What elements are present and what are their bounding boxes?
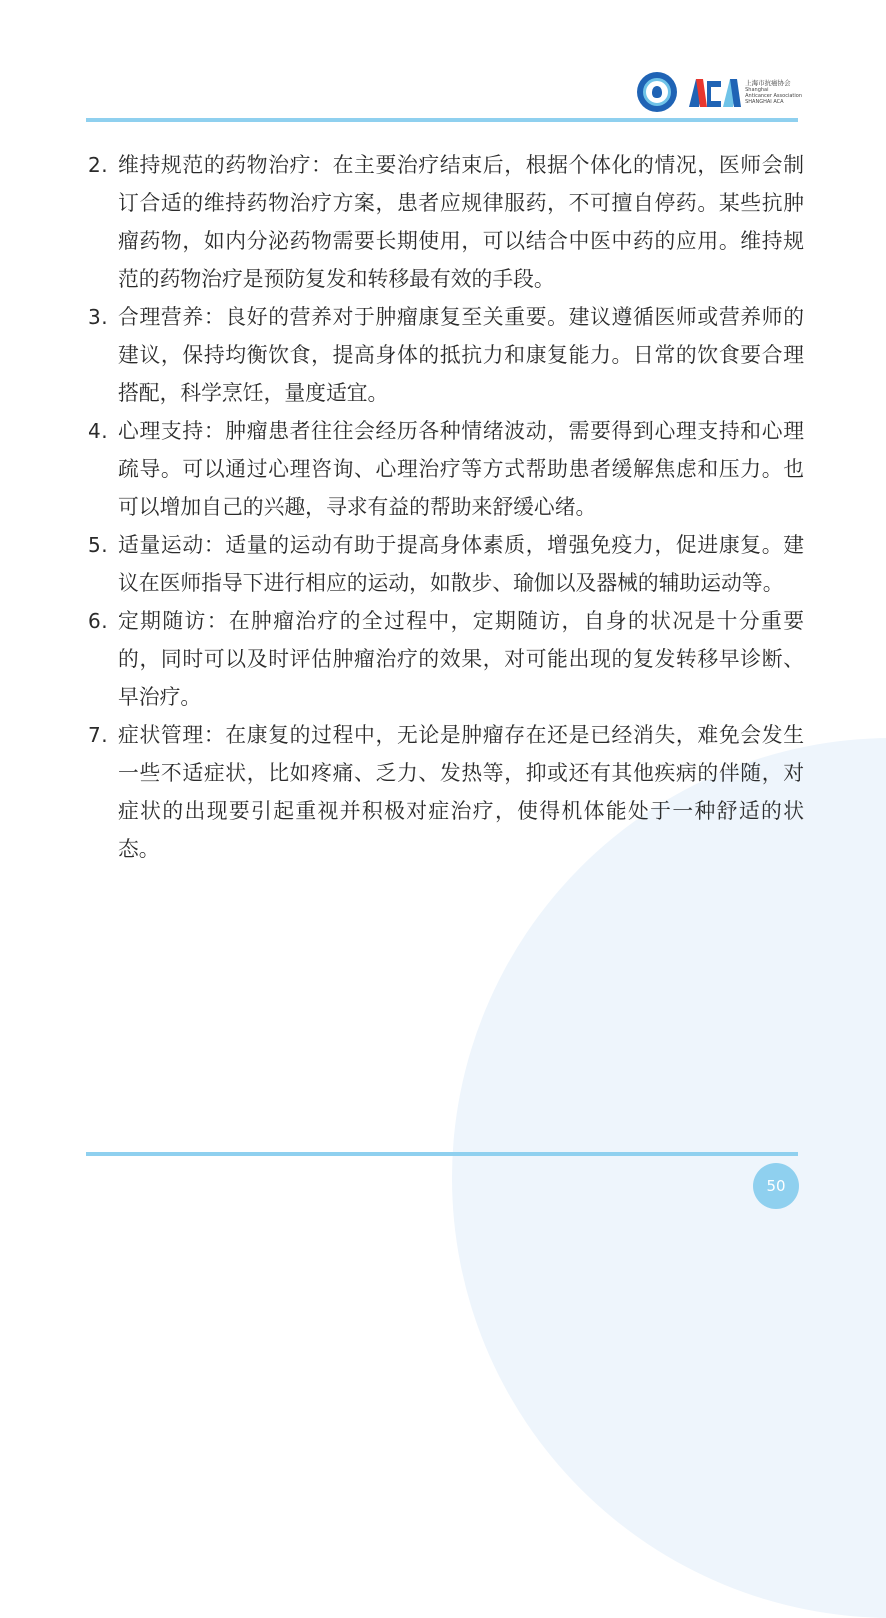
page-number: 50 <box>753 1163 799 1209</box>
list-item-number: 3. <box>88 305 109 329</box>
list-item-text: 合理营养：良好的营养对于肿瘤康复至关重要。建议遵循医师或营养师的建议，保持均衡饮食，提高身体的抵抗力和康复能力。日常的饮食要合理搭配，科学烹饪，量度适宜。 <box>118 305 804 405</box>
aca-logo <box>687 77 802 107</box>
list-item-number: 7. <box>88 723 109 747</box>
list-item <box>88 298 804 412</box>
association-name-en-1: Shanghai <box>745 86 769 93</box>
list-item-number: 5. <box>88 533 109 557</box>
header-logos <box>637 72 802 112</box>
footer-divider <box>86 1152 798 1156</box>
list-item-text: 心理支持：肿瘤患者往往会经历各种情绪波动，需要得到心理支持和心理疏导。可以通过心理咨询、心理治疗等方式帮助患者缓解焦虑和压力。也可以增加自己的兴趣，寻求有益的帮助来舒缓心绪。 <box>118 419 804 519</box>
aca-logo-icon <box>687 77 741 107</box>
main-content <box>88 146 804 868</box>
background-circle <box>452 738 886 1618</box>
association-name-en-2: Anticancer Association <box>745 92 802 99</box>
list-item <box>88 146 804 298</box>
list-item <box>88 602 804 716</box>
list-item <box>88 412 804 526</box>
list-item <box>88 526 804 602</box>
list-item-number: 4. <box>88 419 109 443</box>
list-item-text: 维持规范的药物治疗：在主要治疗结束后，根据个体化的情况，医师会制订合适的维持药物治疗方案，患者应规律服药，不可擅自停药。某些抗肿瘤药物，如内分泌药物需要长期使用，可以结合中医中药的应用。维持规范的药物治疗是预防复发和转移最有效的手段。 <box>118 153 804 291</box>
list-item-number: 6. <box>88 609 109 633</box>
list-item-text: 定期随访：在肿瘤治疗的全过程中，定期随访，自身的状况是十分重要的，同时可以及时评估肿瘤治疗的效果，对可能出现的复发转移早诊断、早治疗。 <box>118 609 804 709</box>
aca-logo-text <box>745 80 802 105</box>
list-item-text: 症状管理：在康复的过程中，无论是肿瘤存在还是已经消失，难免会发生一些不适症状，比如疼痛、乏力、发热等，抑或还有其他疾病的伴随，对症状的出现要引起重视并积极对症治疗，使得机体能处于一种舒适的状态。 <box>118 723 804 861</box>
list-item-text: 适量运动：适量的运动有助于提高身体素质，增强免疫力，促进康复。建议在医师指导下进行相应的运动，如散步、瑜伽以及器械的辅助运动等。 <box>118 533 804 595</box>
list-item-number: 2. <box>88 153 109 177</box>
association-name-en-3: SHANGHAI ACA <box>745 98 784 105</box>
association-name-cn: 上海市抗癌协会 <box>745 78 791 87</box>
header-divider <box>86 118 798 122</box>
association-seal-icon <box>637 72 677 112</box>
list-item <box>88 716 804 868</box>
